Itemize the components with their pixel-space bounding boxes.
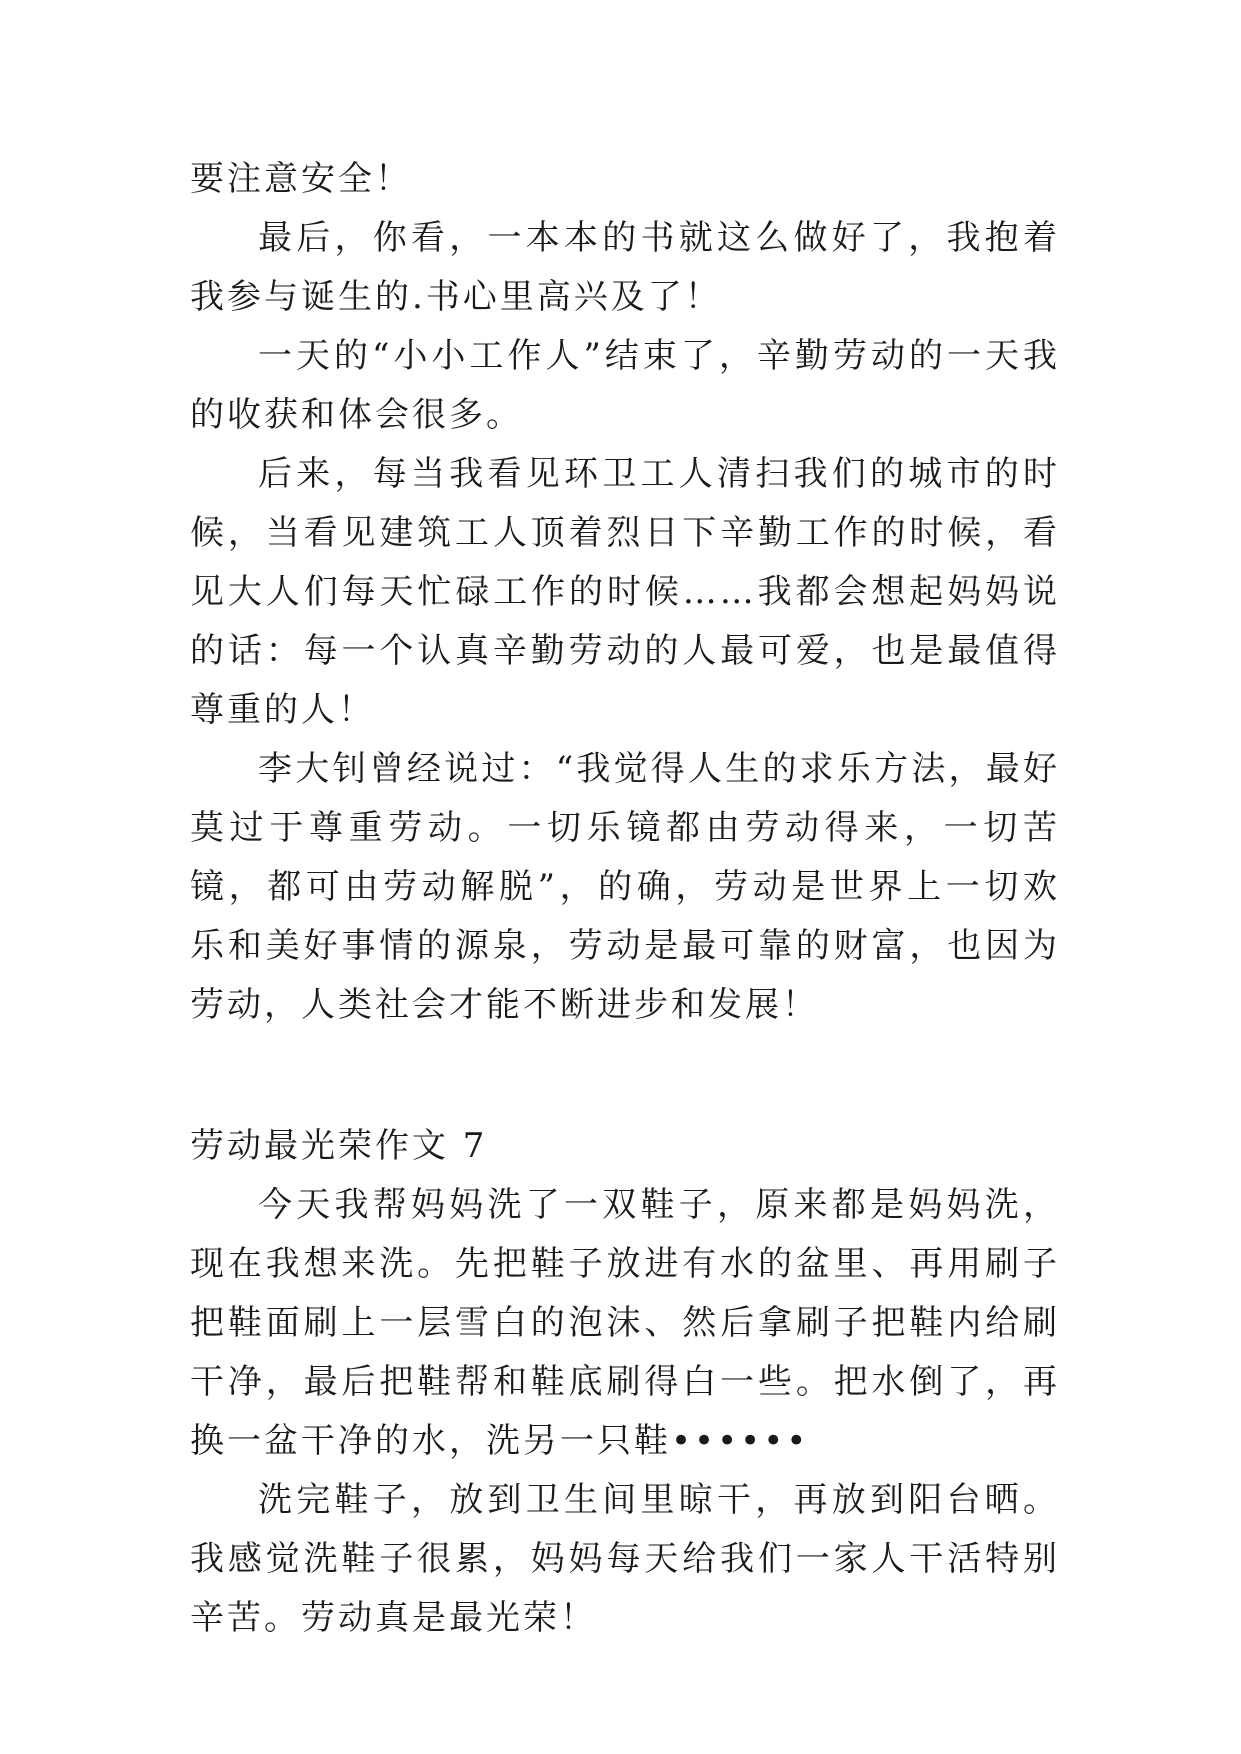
paragraph: 后来，每当我看见环卫工人清扫我们的城市的时候，当看见建筑工人顶着烈日下辛勤工作的时候，看见大人们每天忙碌工作的时候……我都会想起妈妈说的话：每一个认真辛勤劳动的人最可爱，也是最值得尊重的人！ [190, 454, 1060, 730]
paragraph-continued: 要注意安全！ [190, 159, 412, 199]
paragraph: 今天我帮妈妈洗了一双鞋子，原来都是妈妈洗，现在我想来洗。先把鞋子放进有水的盆里、再用刷子把鞋面刷上一层雪白的泡沫、然后拿刷子把鞋内给刷干净，最后把鞋帮和鞋底刷得白一些。把水倒了，再换一盆干净的水，洗另一只鞋•••••• [190, 1185, 1060, 1461]
essay-title: 劳动最光荣作文 7 [190, 1126, 488, 1166]
paragraph: 洗完鞋子，放到卫生间里晾干，再放到阳台晒。我感觉洗鞋子很累，妈妈每天给我们一家人干活特别辛苦。劳动真是最光荣！ [190, 1480, 1060, 1638]
document-page [190, 150, 1060, 1648]
paragraph: 最后，你看，一本本的书就这么做好了，我抱着我参与诞生的.书心里高兴及了！ [190, 218, 1060, 317]
paragraph: 李大钊曾经说过：“我觉得人生的求乐方法，最好莫过于尊重劳动。一切乐镜都由劳动得来，一切苦镜，都可由劳动解脱”，的确，劳动是世界上一切欢乐和美好事情的源泉，劳动是最可靠的财富，也因为劳动，人类社会才能不断进步和发展！ [190, 749, 1060, 1025]
paragraph: 一天的“小小工作人”结束了，辛勤劳动的一天我的收获和体会很多。 [190, 336, 1060, 435]
